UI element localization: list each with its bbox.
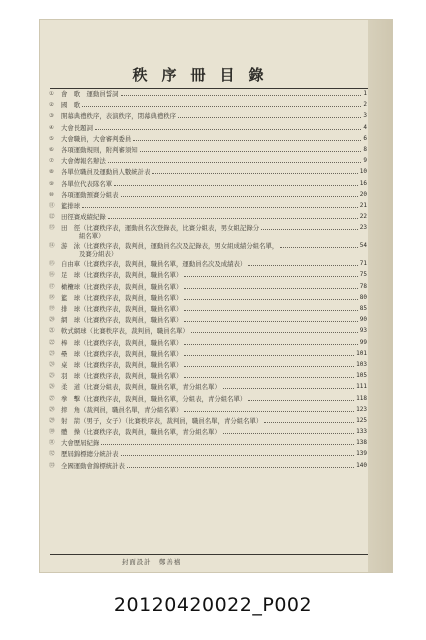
toc-entry-body: [61, 112, 367, 120]
toc-entry: [49, 191, 367, 202]
toc-entry: [49, 124, 367, 135]
toc-entry-title: [61, 271, 182, 279]
toc-entry-title-main: 大會長題詞: [61, 123, 93, 132]
scanned-page: [40, 20, 392, 572]
toc-entry-page-number: 138: [356, 439, 367, 447]
toc-entry-number: ⑳: [49, 317, 55, 324]
toc-entry-number: ⑧: [49, 169, 55, 176]
toc-entry-page-number: 123: [356, 405, 367, 413]
dot-leader: [114, 180, 358, 186]
toc-entry-body: [61, 202, 367, 210]
toc-entry-title-continuation: 組名單）: [79, 232, 105, 241]
dot-leader: [223, 383, 354, 389]
toc-entry-title-main: 籃排球: [61, 201, 81, 210]
toc-entry: [49, 135, 367, 146]
dot-leader: [261, 224, 358, 230]
dot-leader: [82, 101, 361, 107]
toc-entry-title: [61, 395, 246, 403]
toc-entry-body: [61, 260, 367, 268]
toc-entry-title: [61, 112, 176, 120]
toc-entry-body: [61, 101, 367, 109]
toc-entry-title-main: 體 操（比賽秩序表，裁判員，職員名單，青分組名單）: [61, 428, 221, 437]
toc-entry-page-number: 3: [363, 112, 367, 120]
toc-entry-title: [61, 383, 221, 391]
toc-entry-page-number: 21: [359, 201, 367, 209]
toc-entry-body: [61, 395, 367, 403]
toc-entry-page-number: 23: [359, 224, 367, 232]
dot-leader: [184, 316, 357, 322]
toc-entry-title-main: 大會職員，大會審判委員: [61, 134, 132, 143]
toc-entry-title: [61, 168, 150, 176]
toc-entry-number: ⑤: [49, 135, 55, 142]
toc-entry: [49, 101, 367, 112]
cover-design-credit: 封面設計 鄭善禧: [122, 558, 182, 566]
toc-entry-title-main: 國 歌: [61, 101, 81, 110]
toc-entry-title-main: 軟式網球（比賽秩序表，裁判員，職員名單）: [61, 327, 189, 336]
toc-entry-page-number: 90: [359, 316, 367, 324]
toc-entry-number: ㉙: [49, 417, 55, 424]
toc-entry-body: [61, 271, 367, 279]
toc-entry-title: [61, 350, 182, 358]
dot-leader: [184, 294, 357, 300]
toc-entry-body: [61, 316, 367, 324]
dot-leader: [152, 168, 357, 174]
toc-entry-title-main: 田 徑（比賽秩序表，運動員名次登錄表，比賽分組表，男女組記錄分: [61, 224, 260, 233]
bottom-rule: [50, 554, 368, 555]
dot-leader: [248, 395, 354, 401]
toc-entry-body: [61, 428, 367, 436]
toc-entry-number: ④: [49, 124, 55, 131]
toc-entry: [49, 146, 367, 157]
toc-entry-page-number: 80: [359, 293, 367, 301]
page-title: 秩序冊目錄: [132, 66, 278, 84]
toc-entry: [49, 417, 367, 428]
toc-entry-body: [61, 383, 367, 391]
toc-entry-title-main: 壘 球（比賽秩序表，裁判員，職員名單）: [61, 349, 183, 358]
toc-entry-page-number: 71: [359, 260, 367, 268]
toc-entry-page-number: 93: [359, 327, 367, 335]
toc-entry-page-number: 10: [359, 168, 367, 176]
toc-entry-page-number: 9: [363, 157, 367, 165]
toc-entry-page-number: 2: [363, 101, 367, 109]
toc-entry-title-main: 拳 擊（比賽秩序表，裁判員，職員名單，分組表，青分組名單）: [61, 394, 247, 403]
toc-entry-number: ㉚: [49, 429, 55, 436]
dot-leader: [191, 327, 358, 333]
toc-entry-number: ①: [49, 91, 55, 97]
toc-entry-title-main: 歷屆錦標總分統計表: [61, 450, 119, 459]
toc-entry-body: [61, 339, 367, 347]
toc-entry: [49, 339, 367, 350]
toc-entry-body: [61, 157, 367, 165]
toc-entry-title-main: 桌 球（比賽秩序表，裁判員，職員名單）: [61, 360, 183, 369]
toc-entry-title: [61, 146, 138, 154]
toc-entry: [49, 213, 367, 224]
toc-entry-title: [61, 450, 119, 458]
toc-entry-title-main: 籃 球（比賽秩序表，裁判員，職員名單）: [61, 293, 183, 302]
toc-entry-body: [61, 146, 367, 154]
toc-entry-body: [61, 361, 367, 369]
toc-entry-body: [61, 462, 367, 470]
toc-entry-title: [61, 417, 262, 425]
toc-entry: [49, 224, 367, 240]
toc-entry-title: [61, 242, 278, 258]
toc-entry-title-main: 各單位職員及運動員人數統計表: [61, 168, 151, 177]
toc-entry-body: [61, 450, 367, 458]
toc-entry-number: ⑮: [49, 261, 55, 268]
dot-leader: [184, 339, 357, 345]
toc-entry-title: [61, 191, 119, 199]
toc-entry-number: ⑬: [49, 225, 55, 232]
toc-entry-number: ㉒: [49, 339, 55, 346]
toc-entry-number: ㉘: [49, 406, 55, 413]
toc-entry-number: ⑪: [49, 202, 55, 209]
toc-entry-page-number: 75: [359, 271, 367, 279]
toc-entry-title: [61, 135, 131, 143]
toc-entry-page-number: 105: [356, 372, 367, 380]
dot-leader: [140, 146, 362, 152]
dot-leader: [121, 191, 358, 197]
toc-entry-body: [61, 213, 367, 221]
dot-leader: [108, 157, 362, 163]
toc-entry-page-number: 54: [359, 242, 367, 250]
dot-leader: [184, 372, 354, 378]
toc-entry: [49, 112, 367, 123]
toc-entry-title-main: 游 泳（比賽秩序表，裁判員，運動員名次及記錄表，男女組成績分組名單，: [61, 242, 279, 251]
toc-entry: [49, 180, 367, 191]
toc-entry: [49, 305, 367, 316]
toc-entry-body: [61, 305, 367, 313]
toc-entry-page-number: 99: [359, 338, 367, 346]
dot-leader: [121, 450, 355, 456]
toc-entry-title: [61, 462, 125, 470]
toc-entry-number: ⑨: [49, 180, 55, 187]
toc-entry-number: ㉜: [49, 451, 55, 458]
toc-entry-number: ⑭: [49, 243, 55, 250]
toc-entry-page-number: 22: [359, 213, 367, 221]
dot-leader: [184, 271, 357, 277]
toc-entry-page-number: 20: [359, 190, 367, 198]
toc-entry-page-number: 133: [356, 428, 367, 436]
toc-entry-body: [61, 372, 367, 380]
toc-entry-title-main: 田徑賽成績紀錄: [61, 213, 106, 222]
toc-entry: [49, 168, 367, 179]
toc-entry-body: [61, 124, 367, 132]
toc-entry-title: [61, 90, 119, 98]
dot-leader: [264, 417, 354, 423]
toc-entry-title-main: 羽 球（比賽秩序表，裁判員，職員名單）: [61, 372, 183, 381]
toc-entry-title-main: 摔 角（裁判員，職員名單，青分組名單）: [61, 405, 183, 414]
toc-entry-number: ②: [49, 102, 55, 109]
toc-entry-title: [61, 439, 99, 447]
toc-entry-number: ㉓: [49, 350, 55, 357]
toc-entry-title: [61, 294, 182, 302]
toc-entry-title: [61, 224, 259, 240]
table-of-contents: [49, 90, 367, 473]
toc-entry-title: [61, 180, 112, 188]
dot-leader: [82, 202, 358, 208]
toc-entry-page-number: 16: [359, 179, 367, 187]
toc-entry-body: [61, 406, 367, 414]
toc-entry: [49, 157, 367, 168]
toc-entry-title: [61, 213, 106, 221]
toc-entry: [49, 462, 367, 473]
toc-entry-body: [61, 439, 367, 447]
toc-entry: [49, 271, 367, 282]
dot-leader: [121, 90, 362, 96]
toc-entry-title-main: 射 箭（男子，女子）（比賽秩序表，裁判員，職員名單，青分組名單）: [61, 416, 263, 425]
toc-entry-body: [61, 283, 367, 291]
toc-entry-number: ⑲: [49, 306, 55, 312]
toc-entry-number: ⑯: [49, 272, 55, 279]
toc-entry: [49, 372, 367, 383]
toc-entry-title: [61, 406, 182, 414]
toc-entry-title-main: 棒 球（比賽秩序表，裁判員，職員名單）: [61, 338, 183, 347]
dot-leader: [101, 439, 354, 445]
toc-entry-title-main: 各單位代表隊名單: [61, 179, 113, 188]
toc-entry: [49, 350, 367, 361]
toc-entry: [49, 283, 367, 294]
toc-entry-title-main: 開幕典禮秩序，表演秩序，閉幕典禮秩序: [61, 112, 177, 121]
toc-entry-title: [61, 157, 106, 165]
toc-entry-page-number: 8: [363, 145, 367, 153]
toc-entry-body: [61, 242, 367, 258]
toc-entry-title: [61, 316, 182, 324]
toc-entry-body: [61, 168, 367, 176]
toc-entry: [49, 260, 367, 271]
toc-entry-title-main: 大會傳報名辦法: [61, 157, 106, 166]
toc-entry-title: [61, 260, 246, 268]
dot-leader: [184, 406, 354, 412]
toc-entry-body: [61, 417, 367, 425]
toc-entry-number: ⑦: [49, 158, 55, 165]
toc-entry-number: ㉝: [49, 462, 55, 469]
toc-entry-title-main: 網 球（比賽秩序表，裁判員，職員名單）: [61, 316, 183, 325]
toc-entry-title: [61, 124, 93, 132]
toc-entry-title-continuation: 及賽分組表）: [79, 250, 118, 259]
toc-entry-page-number: 85: [359, 305, 367, 312]
toc-entry-page-number: 118: [356, 394, 367, 402]
toc-entry-number: ⑥: [49, 146, 55, 153]
dot-leader: [108, 213, 358, 219]
toc-entry-title: [61, 305, 182, 313]
dot-leader: [248, 260, 357, 266]
dot-leader: [184, 283, 357, 289]
toc-entry: [49, 316, 367, 327]
toc-entry-title: [61, 361, 182, 369]
dot-leader: [133, 135, 361, 141]
dot-leader: [280, 242, 357, 248]
image-caption: 20120420022_P002: [113, 594, 313, 616]
toc-entry-number: ⑫: [49, 214, 55, 221]
toc-entry-page-number: 78: [359, 282, 367, 290]
toc-entry: [49, 202, 367, 213]
toc-entry-title-main: 自由車（比賽秩序表，裁判員，職員名單，運動員名次及成績表）: [61, 260, 247, 269]
toc-entry-title: [61, 372, 182, 380]
toc-entry-title-main: 足 球（比賽秩序表，裁判員，職員名單）: [61, 271, 183, 280]
toc-entry-title: [61, 202, 80, 210]
toc-entry-number: ㉕: [49, 373, 55, 380]
toc-entry-page-number: 6: [363, 134, 367, 142]
toc-entry: [49, 439, 367, 450]
toc-entry: [49, 450, 367, 461]
toc-entry-title: [61, 339, 182, 347]
toc-entry-title-main: 會 歌 運動員誓詞: [61, 90, 119, 98]
toc-entry-title-main: 柔 道（比賽分組表，裁判員，職員名單，青分組名單）: [61, 383, 221, 392]
toc-entry-number: ㉛: [49, 440, 55, 447]
toc-entry-page-number: 103: [356, 360, 367, 368]
toc-entry-body: [61, 327, 367, 335]
dot-leader: [223, 428, 354, 434]
toc-entry-number: ㉗: [49, 395, 55, 402]
toc-entry: [49, 327, 367, 338]
toc-entry-title-main: 各項運動規則，附判審須知: [61, 145, 138, 154]
toc-entry: [49, 90, 367, 101]
toc-entry: [49, 294, 367, 305]
toc-entry-body: [61, 191, 367, 199]
toc-entry: [49, 383, 367, 394]
dot-leader: [184, 361, 354, 367]
toc-entry-title-main: 排 球（比賽秩序表，裁判員，職員名單）: [61, 305, 183, 313]
toc-entry-body: [61, 224, 367, 240]
toc-entry: [49, 428, 367, 439]
toc-entry: [49, 395, 367, 406]
dot-leader: [127, 462, 354, 468]
toc-entry-title: [61, 101, 80, 109]
toc-entry-number: ⑩: [49, 191, 55, 198]
toc-entry-title-main: 大會歷屆紀錄: [61, 439, 100, 448]
dot-leader: [178, 112, 361, 118]
toc-entry-title-main: 各項運動預賽分組表: [61, 190, 119, 199]
toc-entry-number: ㉑: [49, 328, 55, 335]
toc-entry-title-main: 全國運動會錦標統計表: [61, 461, 125, 470]
toc-entry-number: ㉖: [49, 384, 55, 391]
toc-entry-page-number: 111: [356, 383, 367, 391]
toc-entry-page-number: 125: [356, 416, 367, 424]
toc-entry: [49, 406, 367, 417]
dot-leader: [184, 350, 354, 356]
toc-entry-body: [61, 180, 367, 188]
toc-entry-number: ⑱: [49, 294, 55, 301]
toc-entry-number: ⑰: [49, 283, 55, 290]
title-rule: [50, 88, 368, 89]
toc-entry-title: [61, 428, 221, 436]
toc-entry-page-number: 140: [356, 461, 367, 469]
dot-leader: [184, 305, 357, 311]
toc-entry-page-number: 101: [356, 349, 367, 357]
toc-entry-title: [61, 327, 189, 335]
toc-entry: [49, 361, 367, 372]
toc-entry-title: [61, 283, 182, 291]
toc-entry-page-number: 139: [356, 450, 367, 458]
toc-entry-body: [61, 90, 367, 98]
toc-entry-page-number: 1: [363, 90, 367, 97]
toc-entry-page-number: 4: [363, 123, 367, 131]
dot-leader: [95, 124, 361, 130]
toc-entry: [49, 242, 367, 258]
toc-entry-number: ③: [49, 113, 55, 120]
toc-entry-body: [61, 135, 367, 143]
toc-entry-body: [61, 350, 367, 358]
toc-entry-body: [61, 294, 367, 302]
toc-entry-number: ㉔: [49, 361, 55, 368]
toc-entry-title-main: 橄欖球（比賽秩序表，裁判員，職員名單）: [61, 282, 183, 291]
